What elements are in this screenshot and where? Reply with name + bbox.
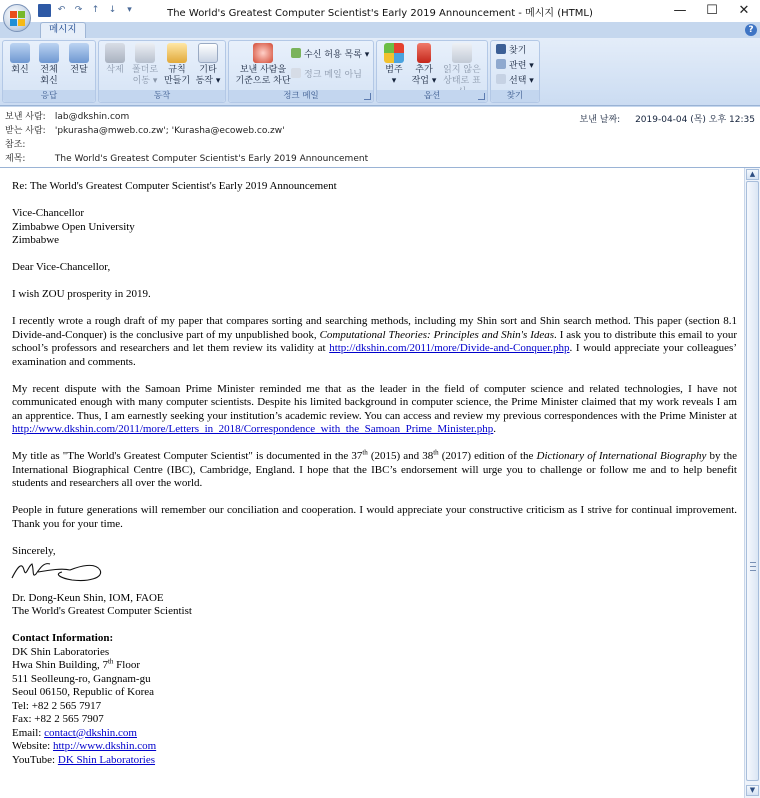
- handwritten-signature: [10, 556, 105, 586]
- help-icon[interactable]: ?: [745, 24, 757, 36]
- folder-icon: [135, 43, 155, 63]
- from-value[interactable]: lab@dkshin.com: [54, 112, 130, 122]
- sent-value: 2019-04-04 (목) 오후 12:35: [635, 115, 755, 125]
- scroll-down-arrow-icon[interactable]: ▼: [746, 785, 759, 796]
- group-label-find: 찾기: [491, 90, 539, 102]
- contact-heading: Contact Information:: [12, 632, 114, 644]
- create-rule-button[interactable]: 규칙 만들기: [162, 43, 192, 87]
- contact-email-link[interactable]: contact@dkshin.com: [44, 726, 137, 739]
- paragraph-5: People in future generations will remember our conciliation and cooperation. I would appreciate your constructive criticism as I strive for continual improvement. Thank you for your time.: [12, 504, 737, 530]
- forward-button[interactable]: 전달: [65, 43, 93, 76]
- not-junk-button[interactable]: 정크 메일 아님: [291, 68, 362, 81]
- closing: Sincerely,: [12, 544, 56, 557]
- paragraph-2: I recently wrote a rough draft of my paper that compares sorting and searching methods, including my Shin sort and Shin search method. This paper (section 8.1 Divide-and-Conquer) is the conclusive part of my unpublished book, Computational Theories: Principles and Shin's Ideas. I ask you to distribute this email to your school’s professors and researchers and let them review its validity at http://dkshin.com/2011/more/Divide-and-Conquer.php. I would appreciate your colleagues’ examination and comments.: [12, 315, 737, 368]
- block-sender-icon: [253, 43, 273, 63]
- subject-label: 제목:: [5, 154, 26, 164]
- block-sender-button[interactable]: 보낸 사람을 기준으로 차단: [232, 43, 294, 87]
- mark-unread-icon: [452, 43, 472, 63]
- subject-value: The World's Greatest Computer Scientist's Early 2019 Announcement: [54, 154, 369, 164]
- safe-lists-button[interactable]: 수신 허용 목록 ▾: [291, 48, 369, 61]
- subject-row: [5, 153, 368, 165]
- cc-row: [5, 139, 52, 151]
- minimize-button[interactable]: —: [673, 3, 687, 18]
- select-cursor-icon: [496, 74, 506, 84]
- office-logo-icon: [10, 11, 25, 26]
- group-junk: [228, 40, 374, 103]
- group-label-respond: 응답: [3, 90, 95, 102]
- close-button[interactable]: ✕: [738, 3, 750, 18]
- reply-all-button[interactable]: 전체 회신: [34, 43, 64, 87]
- email-content: [12, 180, 737, 767]
- options-dialog-launcher[interactable]: [478, 93, 485, 100]
- tab-message[interactable]: 메시지: [40, 22, 86, 38]
- paragraph-4: My title as "The World's Greatest Computer Scientist" is documented in the 37th (2015) and 38th (2017) edition of the Dictionary of International Biography by the International Biographical Centre (IBC), Cambridge, England. I hope that the IBC’s endorsement will urge you to challenge or follow me and to help benefit students and researchers all over the world.: [12, 448, 737, 489]
- cc-label: 참조:: [5, 140, 26, 150]
- sent-label: 보낸 날짜:: [579, 115, 621, 125]
- divide-and-conquer-link[interactable]: http://dkshin.com/2011/more/Divide-and-Conquer.php: [329, 342, 570, 354]
- title-bar: [0, 0, 760, 22]
- flag-icon: [417, 43, 431, 63]
- categorize-button[interactable]: 범주 ▾: [380, 43, 408, 87]
- scroll-grip-icon: [750, 562, 756, 571]
- sender-title: The World's Greatest Computer Scientist: [12, 605, 192, 617]
- find-button[interactable]: 찾기: [496, 44, 526, 57]
- group-label-options: 옵션: [377, 90, 487, 102]
- salutation: Dear Vice-Chancellor,: [12, 261, 111, 273]
- other-actions-button[interactable]: 기타 동작 ▾: [193, 43, 223, 87]
- reply-all-icon: [39, 43, 59, 63]
- youtube-link[interactable]: DK Shin Laboratories: [57, 753, 156, 766]
- customize-qat-icon[interactable]: ▾: [127, 5, 132, 15]
- ribbon-tab-row: [0, 22, 760, 38]
- paragraph-1: I wish ZOU prosperity in 2019.: [12, 288, 151, 300]
- categorize-icon: [384, 43, 404, 63]
- sent-row: [580, 112, 755, 125]
- group-label-junk: 정크 메일: [229, 90, 373, 102]
- to-label: 받는 사람:: [5, 126, 46, 136]
- message-body[interactable]: [0, 168, 744, 798]
- signature-block: [12, 592, 737, 619]
- paragraph-3: My recent dispute with the Samoan Prime Minister reminded me that as the leader in the field of computer science and related technologies, I have not communicated enough with many computer scientists. Despite his limited background in computer science, the Prime Minister claimed that my work reveals I am an apprentice. Thus, I am earnestly seeking your institution’s academic review. You can access and review my previous correspondences with the Prime Minister at http://www.dkshin.com/2011/more/Letters_in_2018/Correspondence_with_the_Samoan_Prime_Minister.php.: [12, 382, 737, 435]
- vertical-scrollbar[interactable]: [744, 168, 760, 798]
- maximize-button[interactable]: ☐: [706, 3, 718, 18]
- window-title: The World's Greatest Computer Scientist's Early 2019 Announcement - 메시지 (HTML): [167, 8, 593, 19]
- to-value[interactable]: 'pkurasha@mweb.co.zw'; 'Kurasha@ecoweb.co.zw': [54, 126, 285, 136]
- related-button[interactable]: 관련 ▾: [496, 59, 534, 72]
- previous-item-icon[interactable]: ↑: [91, 5, 100, 15]
- select-button[interactable]: 선택 ▾: [496, 74, 534, 87]
- group-find: [490, 40, 540, 103]
- reply-button[interactable]: 회신: [6, 43, 34, 76]
- related-icon: [496, 59, 506, 69]
- group-actions: [98, 40, 226, 103]
- next-item-icon[interactable]: ↓: [108, 5, 117, 15]
- to-row: [5, 125, 285, 137]
- correspondence-link[interactable]: http://www.dkshin.com/2011/more/Letters_in_2018/Correspondence_with_the_Samoan_Prime_Minister.php: [12, 423, 494, 435]
- recipient-address: Vice-Chancellor Zimbabwe Open University Zimbabwe: [12, 207, 135, 246]
- contact-information: Contact Information: DK Shin Laboratories Hwa Shin Building, 7th Floor 511 Seolleung-ro, Gangnam-gu Seoul 06150, Republic of Korea Tel: +82 2 565 7917 Fax: +82 2 565 7907 Email: contact@dkshin.com Website: http://www.dkshin.com YouTube: DK Shin Laboratories: [12, 632, 737, 767]
- dictionary-title: Dictionary of International Biography: [536, 450, 707, 462]
- undo-icon[interactable]: ↶: [57, 5, 66, 15]
- move-to-folder-button[interactable]: 폴더로 이동 ▾: [129, 43, 161, 87]
- window-controls: [664, 0, 760, 22]
- redo-icon[interactable]: ↷: [74, 5, 83, 15]
- mark-unread-button[interactable]: 읽지 않은 상태로 표: [439, 43, 485, 98]
- not-junk-icon: [291, 68, 301, 78]
- office-button[interactable]: [3, 4, 31, 32]
- reply-subject-line: Re: The World's Greatest Computer Scientist's Early 2019 Announcement: [12, 180, 337, 192]
- safe-lists-icon: [291, 48, 301, 58]
- from-row: [5, 111, 129, 123]
- group-label-actions: 동작: [99, 90, 225, 102]
- group-options: [376, 40, 488, 103]
- delete-button[interactable]: 삭제: [102, 43, 128, 76]
- ribbon: [0, 38, 760, 106]
- group-respond: [2, 40, 96, 103]
- website-link[interactable]: http://www.dkshin.com: [52, 740, 157, 752]
- delete-icon: [105, 43, 125, 63]
- scroll-up-arrow-icon[interactable]: ▲: [746, 169, 759, 180]
- rules-icon: [167, 43, 187, 63]
- book-title: Computational Theories: Principles and Shin's Ideas: [319, 328, 555, 341]
- forward-icon: [69, 43, 89, 63]
- junk-dialog-launcher[interactable]: [364, 93, 371, 100]
- reply-icon: [10, 43, 30, 63]
- other-actions-icon: [198, 43, 218, 63]
- follow-up-button[interactable]: 추가 작업 ▾: [410, 43, 438, 87]
- sender-name: Dr. Dong-Keun Shin, IOM, FAOE: [12, 591, 164, 604]
- message-header: [0, 107, 760, 168]
- from-label: 보낸 사람:: [5, 112, 46, 122]
- scroll-thumb[interactable]: [746, 181, 759, 781]
- binoculars-icon: [496, 44, 506, 54]
